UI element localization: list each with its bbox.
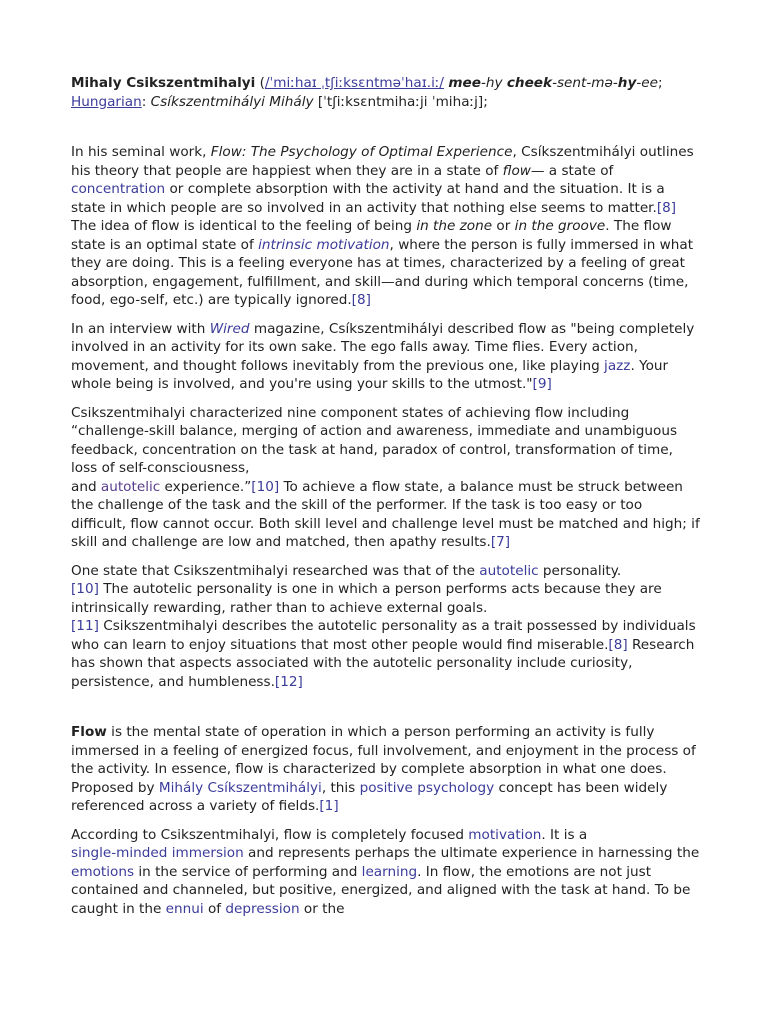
link-autotelic[interactable]: autotelic (479, 562, 539, 579)
article-body (71, 74, 701, 918)
citation-8[interactable]: [8] (608, 636, 628, 653)
paragraph-focused-motivation: According to Csikszentmihalyi, flow is completely focused motivation. It is a single-minded immersion and represents perhaps the ultimate experience in harnessing the emotions in the service of performing and learning. In flow, the emotions are not just contained and channeled, but positive, energized, and aligned with the task at hand. To be caught in the ennui of depression or the (71, 826, 700, 917)
citation-7[interactable]: [7] (490, 534, 511, 550)
link-single-minded-immersion[interactable]: single-minded immersion (71, 845, 244, 861)
hungarian-link[interactable]: Hungarian (71, 93, 142, 110)
citation-8[interactable]: [8] (351, 292, 371, 308)
link-autotelic[interactable]: autotelic (100, 478, 161, 495)
citation-9[interactable]: [9] (532, 376, 552, 392)
link-mihaly[interactable]: Mihály Csíkszentmihályi (158, 779, 322, 796)
link-emotions[interactable]: emotions (71, 863, 135, 880)
paragraph-component-states: Csikszentmihalyi characterized nine component states of achieving flow including “challenge-skill balance, merging of action and awareness, immediate and unambiguous feedback, concentration on the task at hand, paradox of control, transformation of time, loss of self-consciousness, and autotelic experience.”[10] To achieve a flow state, a balance must be struck between the challenge of the task and the skill of the performer. If the task is too easy or too difficult, flow cannot occur. Both skill level and challenge level must be matched and high; if skill and challenge are low and matched, then apathy results.[7] (71, 404, 700, 550)
intro-header: Mihaly Csikszentmihalyi (/ˈmiːhaɪ ˌtʃiːksɛntməˈhaɪ.iː/ mee-hy cheek-sent-mə-hy-ee; Hungarian: Csíkszentmihályi Mihály [ˈtʃiːksɛntmihaːji ˈmihaːj]; (71, 75, 663, 110)
paragraph-wired-interview: In an interview with Wired magazine, Csíkszentmihályi described flow as "being completely involved in an activity for its own sake. The ego falls away. Time flies. Every action, movement, and thought follows inevitably from the previous one, like playing jazz. Your whole being is involved, and you're using your skills to the utmost."[9] (71, 320, 695, 392)
citation-11[interactable]: [11] (71, 618, 99, 634)
link-intrinsic-motivation[interactable]: intrinsic motivation (258, 236, 390, 253)
link-concentration[interactable]: concentration (71, 181, 166, 197)
citation-10[interactable]: [10] (71, 581, 99, 597)
citation-12[interactable]: [12] (274, 673, 303, 690)
link-jazz[interactable]: jazz (604, 357, 631, 374)
book-title: Flow: The Psychology of Optimal Experience (210, 144, 513, 160)
term-flow: Flow (71, 724, 107, 740)
paragraph-flow-theory: In his seminal work, Flow: The Psychology of Optimal Experience, Csíkszentmihályi outlines his theory that people are happiest when they are in a state of flow— a state of concentration or complete absorption with the activity at hand and the situation. It is a state in which people are so involved in an activity that nothing else seems to matter.[8] The idea of flow is identical to the feeling of being in the zone or in the groove. The flow state is an optimal state of intrinsic motivation, where the person is fully immersed in what they are doing. This is a feeling everyone has at times, characterized by a feeling of great absorption, engagement, fulfillment, and skill—and during which temporal concerns (time, food, ego-self, etc.) are typically ignored.[8] (71, 144, 694, 308)
paragraph-flow-definition: Flow is the mental state of operation in which a person performing an activity is fully immersed in a feeling of energized focus, full involvement, and enjoyment in the process of the activity. In essence, flow is characterized by complete absorption in what one does. Proposed by Mihály Csíkszentmihályi, this positive psychology concept has been widely referenced across a variety of fields.[1] (71, 724, 696, 814)
link-depression[interactable]: depression (225, 900, 300, 917)
citation-8[interactable]: [8] (656, 199, 677, 216)
native-name: Csíkszentmihályi Mihály (150, 93, 314, 110)
link-motivation[interactable]: motivation (468, 826, 542, 843)
link-learning[interactable]: learning (361, 863, 418, 880)
native-ipa: [ˈtʃiːksɛntmihaːji ˈmihaːj]; (313, 93, 488, 110)
link-wired[interactable]: Wired (209, 320, 250, 337)
paragraph-autotelic-personality: One state that Csikszentmihalyi researched was that of the autotelic personality. [10] The autotelic personality is one in which a person performs acts because they are intrinsically rewarding, rather than to achieve external goals. [11] Csikszentmihalyi describes the autotelic personality as a trait possessed by individuals who can learn to enjoy situations that most other people would find miserable.[8] Research has shown that aspects associated with the autotelic personality include curiosity, persistence, and humbleness.[12] (71, 562, 696, 690)
citation-1[interactable]: [1] (319, 798, 339, 814)
link-positive-psychology[interactable]: positive psychology (359, 779, 495, 796)
subject-name: Mihaly Csikszentmihalyi (71, 75, 256, 91)
ipa-link[interactable]: /ˈmiːhaɪ ˌtʃiːksɛntməˈhaɪ.iː/ (264, 75, 445, 91)
citation-10[interactable]: [10] (251, 478, 280, 495)
link-ennui[interactable]: ennui (165, 900, 204, 917)
